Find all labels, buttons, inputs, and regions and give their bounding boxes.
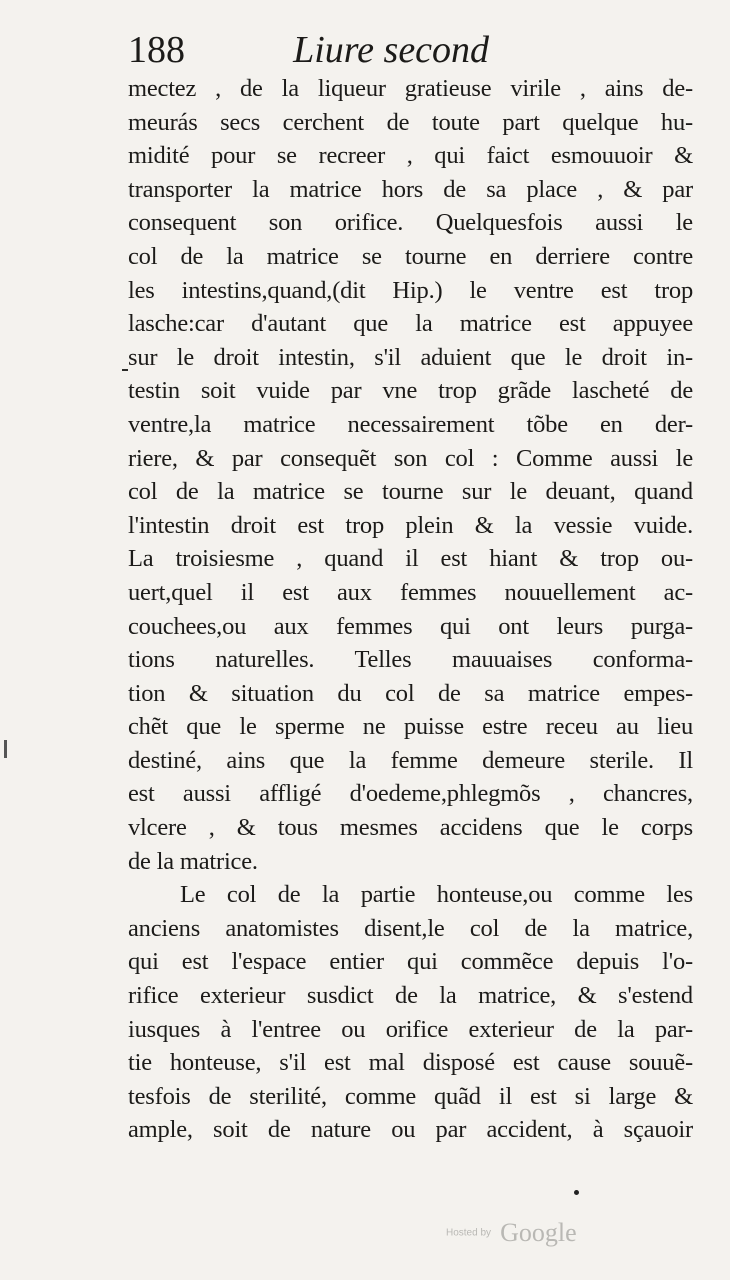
text-line: ample, soit de nature ou par accident, à sçauoir [128,1116,693,1144]
page-edge-mark [4,740,7,758]
text-line: testin soit vuide par vne trop grãde lascheté de [128,377,693,405]
text-line: col de la matrice se tourne en derriere contre [128,242,693,270]
hosted-by-label: Hosted by [446,1227,492,1239]
body-text [128,72,693,1147]
text-line: de la matrice. [128,847,258,875]
text-line: destiné, ains que la femme demeure sterile. Il [128,746,693,774]
text-line: tion & situation du col de sa matrice empes- [128,679,693,707]
text-line: iusques à l'entree ou orifice exterieur de la par- [128,1015,693,1043]
page-number: 188 [128,29,185,71]
text-line: anciens anatomistes disent,le col de la matrice, [128,914,693,942]
text-line: l'intestin droit est trop plein & la vessie vuide. [128,511,693,539]
margin-mark [122,369,128,371]
text-line: mectez , de la liqueur gratieuse virile , ains de- [128,75,693,102]
text-line: consequent son orifice. Quelquesfois aussi le [128,209,693,237]
text-line: transporter la matrice hors de sa place , & par [128,175,693,203]
text-line: qui est l'espace entier qui commẽce depuis l'o- [128,948,693,976]
text-line: riere, & par consequẽt son col : Comme aussi le [128,444,693,472]
text-line: ventre,la matrice necessairement tõbe en der- [128,410,693,438]
text-line: La troisiesme , quand il est hiant & trop ou- [128,545,693,573]
page-header [128,22,548,76]
text-line: rifice exterieur susdict de la matrice, & s'estend [128,982,693,1010]
text-line: couchees,ou aux femmes qui ont leurs purga- [128,612,693,640]
brand-logo: Google [500,1218,577,1247]
ink-dot [574,1190,579,1195]
text-line: tesfois de sterilité, comme quãd il est si large & [128,1082,693,1110]
text-line: tie honteuse, s'il est mal disposé est cause souuẽ- [128,1049,693,1077]
text-line: col de la matrice se tourne sur le deuant, quand [128,478,693,506]
text-line: uert,quel il est aux femmes nouuellement ac- [128,578,693,606]
text-line: meurás secs cerchent de toute part quelque hu- [128,108,693,136]
text-line: tions naturelles. Telles mauuaises conforma- [128,646,693,674]
text-line: sur le droit intestin, s'il aduient que le droit in- [128,343,693,371]
text-line: vlcere , & tous mesmes accidens que le corps [128,814,693,842]
running-title: Liure second [293,29,490,71]
text-line: lasche:car d'autant que la matrice est appuyee [128,310,693,338]
scan-watermark [446,1218,646,1252]
text-line: est aussi affligé d'oedeme,phlegmõs , chancres, [128,780,693,808]
text-line: midité pour se recreer , qui faict esmouuoir & [128,142,693,170]
text-line: Le col de la partie honteuse,ou comme les [180,881,693,909]
text-line: les intestins,quand,(dit Hip.) le ventre est trop [128,276,693,304]
text-line: chẽt que le sperme ne puisse estre receu au lieu [128,713,693,741]
